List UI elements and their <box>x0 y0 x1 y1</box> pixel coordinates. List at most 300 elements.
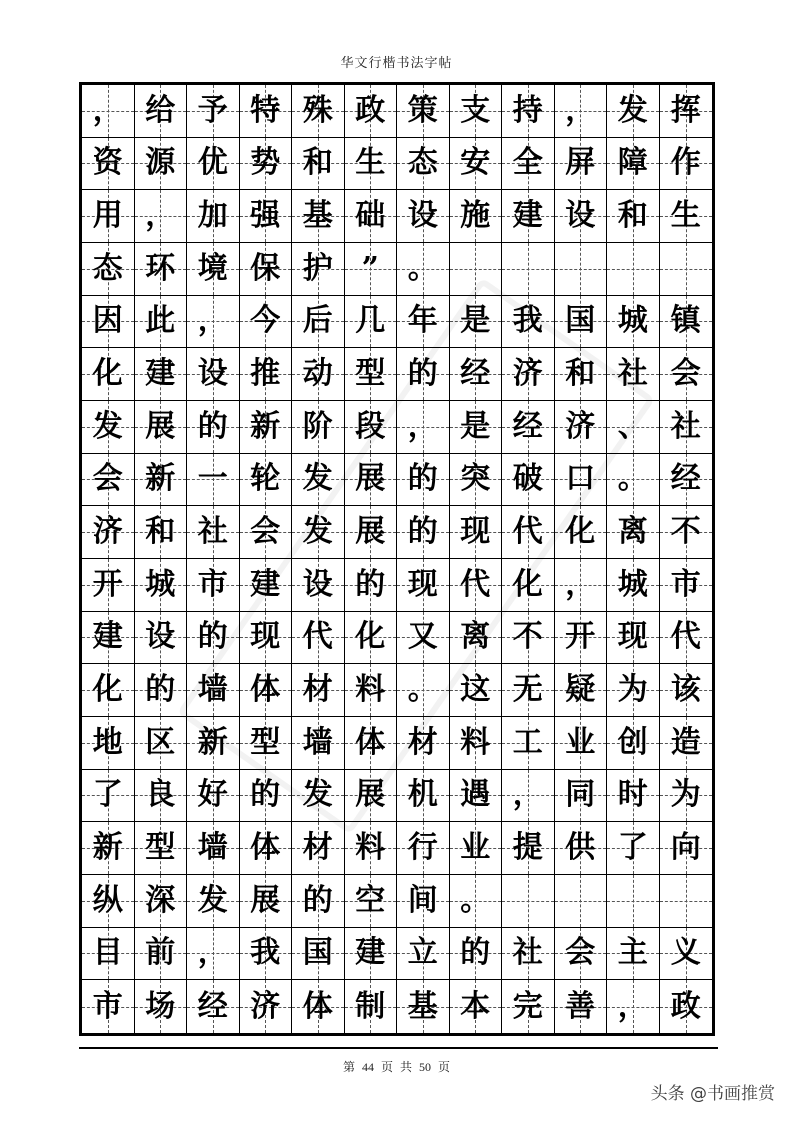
grid-character: 经 <box>670 461 701 497</box>
grid-character: 制 <box>355 988 386 1024</box>
grid-character: 的 <box>460 935 491 971</box>
grid-character: 体 <box>355 724 386 760</box>
grid-cell <box>502 770 555 823</box>
grid-cell <box>555 980 608 1033</box>
grid-cell <box>555 138 608 191</box>
grid-cell <box>292 664 345 717</box>
grid-character: 社 <box>512 935 543 971</box>
grid-cell <box>607 401 660 454</box>
grid-cell <box>187 138 240 191</box>
grid-cell <box>397 506 450 559</box>
grid-cell <box>292 296 345 349</box>
grid-character: 发 <box>302 514 333 550</box>
grid-cell <box>502 296 555 349</box>
grid-character: 一 <box>197 461 228 497</box>
grid-character: 的 <box>407 514 438 550</box>
grid-cell <box>292 190 345 243</box>
grid-character: 生 <box>670 198 701 234</box>
grid-cell <box>135 822 188 875</box>
grid-cell <box>240 296 293 349</box>
grid-cell <box>450 401 503 454</box>
grid-character: 好 <box>197 777 228 813</box>
grid-cell <box>607 928 660 981</box>
grid-cell <box>187 190 240 243</box>
grid-character: 为 <box>617 672 648 708</box>
grid-character: 墙 <box>197 830 228 866</box>
grid-cell <box>345 454 398 507</box>
grid-cell <box>660 243 713 296</box>
grid-cell <box>187 612 240 665</box>
grid-character: 发 <box>92 408 123 444</box>
grid-character: 墙 <box>197 672 228 708</box>
grid-character: 几 <box>355 303 386 339</box>
grid-character: 是 <box>460 303 491 339</box>
grid-cell <box>345 559 398 612</box>
grid-cell <box>82 348 135 401</box>
grid-cell <box>187 770 240 823</box>
grid-character: 破 <box>512 461 543 497</box>
grid-character: 义 <box>670 935 701 971</box>
grid-cell <box>555 770 608 823</box>
grid-character: 经 <box>460 356 491 392</box>
grid-character: 材 <box>407 724 438 760</box>
grid-cell <box>450 506 503 559</box>
grid-cell <box>187 559 240 612</box>
grid-character: 经 <box>512 408 543 444</box>
grid-cell <box>397 822 450 875</box>
grid-cell <box>607 506 660 559</box>
grid-cell <box>240 928 293 981</box>
grid-character: 全 <box>512 145 543 181</box>
grid-cell <box>397 980 450 1033</box>
grid-character: 机 <box>407 777 438 813</box>
grid-character: ， <box>92 92 123 128</box>
grid-cell <box>555 928 608 981</box>
grid-character: 立 <box>407 935 438 971</box>
grid-character: 作 <box>670 145 701 181</box>
grid-character: 业 <box>565 724 596 760</box>
grid-cell <box>187 454 240 507</box>
grid-cell <box>555 664 608 717</box>
grid-character: 保 <box>250 250 281 286</box>
grid-character: ， <box>145 198 176 234</box>
source-credit: 头条 @书画推赏 <box>650 1084 775 1104</box>
grid-character: 济 <box>512 356 543 392</box>
grid-character: ” <box>361 250 379 286</box>
grid-character: 优 <box>197 145 228 181</box>
grid-cell <box>292 822 345 875</box>
grid-cell <box>502 612 555 665</box>
grid-character: ， <box>197 303 228 339</box>
grid-character: 社 <box>617 356 648 392</box>
grid-cell <box>397 770 450 823</box>
grid-character: 会 <box>92 461 123 497</box>
grid-character: 突 <box>460 461 491 497</box>
grid-character: 会 <box>565 935 596 971</box>
grid-character: 经 <box>197 988 228 1024</box>
grid-character: 持 <box>512 92 543 128</box>
grid-character: 济 <box>92 514 123 550</box>
grid-cell <box>397 875 450 928</box>
grid-cell <box>555 190 608 243</box>
grid-cell <box>502 506 555 559</box>
grid-cell <box>345 928 398 981</box>
grid-character: ， <box>197 935 228 971</box>
grid-cell <box>397 401 450 454</box>
grid-cell <box>292 559 345 612</box>
grid-character: 。 <box>617 461 648 497</box>
grid-cell <box>555 559 608 612</box>
grid-character: 场 <box>145 988 176 1024</box>
grid-cell <box>607 454 660 507</box>
grid-cell <box>187 822 240 875</box>
grid-cell <box>397 138 450 191</box>
grid-character: 今 <box>250 303 281 339</box>
grid-character: 了 <box>92 777 123 813</box>
grid-cell <box>135 348 188 401</box>
grid-cell <box>135 243 188 296</box>
grid-cell <box>82 243 135 296</box>
grid-cell <box>555 454 608 507</box>
grid-cell <box>555 506 608 559</box>
grid-cell <box>82 401 135 454</box>
grid-cell <box>187 717 240 770</box>
grid-cell <box>292 612 345 665</box>
grid-character: 的 <box>250 777 281 813</box>
grid-character: 设 <box>407 198 438 234</box>
grid-cell <box>135 190 188 243</box>
grid-cell <box>240 85 293 138</box>
grid-cell <box>240 190 293 243</box>
grid-cell <box>187 980 240 1033</box>
grid-character: 型 <box>355 356 386 392</box>
grid-cell <box>660 454 713 507</box>
grid-cell <box>660 296 713 349</box>
grid-character: 阶 <box>302 408 333 444</box>
grid-cell <box>450 822 503 875</box>
grid-cell <box>187 85 240 138</box>
grid-character: 给 <box>145 92 176 128</box>
grid-character: 发 <box>302 777 333 813</box>
grid-cell <box>187 401 240 454</box>
grid-character: 深 <box>145 882 176 918</box>
grid-cell <box>82 138 135 191</box>
grid-character: 代 <box>460 566 491 602</box>
grid-cell <box>450 717 503 770</box>
grid-cell <box>292 980 345 1033</box>
grid-character: 强 <box>250 198 281 234</box>
grid-character: 体 <box>250 672 281 708</box>
grid-cell <box>135 454 188 507</box>
grid-cell <box>397 190 450 243</box>
grid-cell <box>502 348 555 401</box>
grid-character: 行 <box>407 830 438 866</box>
grid-cell <box>240 559 293 612</box>
grid-cell <box>135 559 188 612</box>
grid-character: 社 <box>197 514 228 550</box>
grid-character: 和 <box>617 198 648 234</box>
grid-character: 向 <box>670 830 701 866</box>
grid-character: 本 <box>460 988 491 1024</box>
grid-cell <box>450 85 503 138</box>
grid-cell <box>187 296 240 349</box>
grid-cell <box>607 664 660 717</box>
grid-cell <box>345 506 398 559</box>
grid-cell <box>450 138 503 191</box>
grid-character: 市 <box>197 566 228 602</box>
grid-character: 开 <box>92 566 123 602</box>
grid-character: 完 <box>512 988 543 1024</box>
grid-cell <box>502 928 555 981</box>
grid-cell <box>555 822 608 875</box>
grid-character: 加 <box>197 198 228 234</box>
grid-cell <box>345 401 398 454</box>
grid-character: 策 <box>407 92 438 128</box>
grid-cell <box>135 85 188 138</box>
grid-cell <box>660 190 713 243</box>
grid-character: 政 <box>670 988 701 1024</box>
grid-cell <box>502 822 555 875</box>
grid-character: 的 <box>355 566 386 602</box>
grid-cell <box>555 875 608 928</box>
grid-character: 良 <box>145 777 176 813</box>
grid-cell <box>450 190 503 243</box>
grid-cell <box>607 190 660 243</box>
grid-character: ， <box>565 566 596 602</box>
grid-character: 业 <box>460 830 491 866</box>
grid-cell <box>607 348 660 401</box>
grid-character: 墙 <box>302 724 333 760</box>
grid-cell <box>555 612 608 665</box>
grid-character: 材 <box>302 672 333 708</box>
grid-cell <box>187 348 240 401</box>
grid-cell <box>607 612 660 665</box>
grid-character: 会 <box>670 356 701 392</box>
grid-cell <box>450 928 503 981</box>
grid-cell <box>397 243 450 296</box>
grid-cell <box>397 348 450 401</box>
grid-character: 创 <box>617 724 648 760</box>
grid-character: 目 <box>92 935 123 971</box>
grid-cell <box>607 243 660 296</box>
grid-character: 是 <box>460 408 491 444</box>
grid-cell <box>660 85 713 138</box>
grid-character: 市 <box>92 988 123 1024</box>
grid-cell <box>607 559 660 612</box>
grid-cell <box>345 190 398 243</box>
grid-character: 化 <box>92 356 123 392</box>
grid-cell <box>240 717 293 770</box>
grid-cell <box>555 85 608 138</box>
grid-character: 化 <box>565 514 596 550</box>
grid-character: 又 <box>407 619 438 655</box>
grid-cell <box>660 506 713 559</box>
grid-character: 发 <box>197 882 228 918</box>
grid-character: 展 <box>250 882 281 918</box>
grid-character: 口 <box>565 461 596 497</box>
grid-character: 和 <box>145 514 176 550</box>
grid-character: 城 <box>617 566 648 602</box>
grid-cell <box>292 454 345 507</box>
grid-character: 和 <box>565 356 596 392</box>
grid-character: 我 <box>512 303 543 339</box>
grid-character: 建 <box>145 356 176 392</box>
grid-character: 展 <box>355 514 386 550</box>
grid-character: 的 <box>197 408 228 444</box>
grid-cell <box>240 506 293 559</box>
grid-cell <box>292 506 345 559</box>
grid-cell <box>292 875 345 928</box>
grid-cell <box>660 717 713 770</box>
grid-character: 新 <box>145 461 176 497</box>
grid-cell <box>240 612 293 665</box>
grid-character: 的 <box>302 882 333 918</box>
grid-character: 济 <box>565 408 596 444</box>
grid-character: 态 <box>92 250 123 286</box>
grid-cell <box>82 822 135 875</box>
grid-cell <box>450 454 503 507</box>
grid-cell <box>450 664 503 717</box>
grid-character: 。 <box>407 672 438 708</box>
grid-character: 环 <box>145 250 176 286</box>
grid-character: 为 <box>670 777 701 813</box>
grid-character: 化 <box>92 672 123 708</box>
grid-cell <box>397 717 450 770</box>
grid-character: 支 <box>460 92 491 128</box>
grid-character: 不 <box>670 514 701 550</box>
grid-cell <box>660 559 713 612</box>
grid-character: 离 <box>617 514 648 550</box>
grid-cell <box>135 138 188 191</box>
grid-character: 料 <box>355 830 386 866</box>
grid-cell <box>397 612 450 665</box>
grid-character: 国 <box>302 935 333 971</box>
grid-cell <box>135 401 188 454</box>
grid-character: 因 <box>92 303 123 339</box>
grid-cell <box>240 243 293 296</box>
grid-character: 体 <box>250 830 281 866</box>
grid-cell <box>240 875 293 928</box>
grid-character: 。 <box>460 882 491 918</box>
grid-character: 的 <box>145 672 176 708</box>
grid-character: 料 <box>460 724 491 760</box>
grid-character: 础 <box>355 198 386 234</box>
grid-character: 特 <box>250 92 281 128</box>
grid-character: 城 <box>617 303 648 339</box>
grid-cell <box>240 401 293 454</box>
grid-character: 社 <box>670 408 701 444</box>
grid-character: 源 <box>145 145 176 181</box>
grid-character: 主 <box>617 935 648 971</box>
grid-cell <box>240 822 293 875</box>
grid-character: 的 <box>407 356 438 392</box>
grid-cell <box>135 717 188 770</box>
grid-cell <box>240 664 293 717</box>
grid-cell <box>345 875 398 928</box>
grid-character: 化 <box>512 566 543 602</box>
grid-cell <box>555 401 608 454</box>
grid-cell <box>82 612 135 665</box>
grid-character: 设 <box>565 198 596 234</box>
grid-character: 现 <box>460 514 491 550</box>
grid-character: 开 <box>565 619 596 655</box>
grid-cell <box>660 612 713 665</box>
grid-cell <box>607 717 660 770</box>
grid-cell <box>135 506 188 559</box>
grid-character: 现 <box>407 566 438 602</box>
grid-character: 型 <box>250 724 281 760</box>
grid-character: 化 <box>355 619 386 655</box>
grid-character: 善 <box>565 988 596 1024</box>
grid-cell <box>82 664 135 717</box>
grid-cell <box>502 717 555 770</box>
grid-character: 障 <box>617 145 648 181</box>
grid-character: 前 <box>145 935 176 971</box>
grid-character: 型 <box>145 830 176 866</box>
grid-cell <box>82 190 135 243</box>
grid-character: 代 <box>302 619 333 655</box>
grid-character: 地 <box>92 724 123 760</box>
grid-cell <box>135 664 188 717</box>
grid-cell <box>240 138 293 191</box>
grid-cell <box>292 928 345 981</box>
grid-cell <box>555 296 608 349</box>
grid-cell <box>82 85 135 138</box>
grid-character: 护 <box>302 250 333 286</box>
grid-cell <box>240 770 293 823</box>
grid-character: 区 <box>145 724 176 760</box>
grid-cell <box>345 822 398 875</box>
grid-cell <box>345 348 398 401</box>
grid-cell <box>345 612 398 665</box>
grid-cell <box>502 664 555 717</box>
grid-character: 势 <box>250 145 281 181</box>
grid-character: 体 <box>302 988 333 1024</box>
grid-cell <box>345 138 398 191</box>
grid-character: 不 <box>512 619 543 655</box>
grid-cell <box>135 770 188 823</box>
grid-character: 该 <box>670 672 701 708</box>
calligraphy-practice-grid <box>79 82 715 1036</box>
grid-character: 建 <box>355 935 386 971</box>
grid-cell <box>502 401 555 454</box>
grid-cell <box>187 875 240 928</box>
grid-character: 间 <box>407 882 438 918</box>
grid-character: 资 <box>92 145 123 181</box>
grid-cell <box>660 875 713 928</box>
grid-character: 材 <box>302 830 333 866</box>
grid-character: 挥 <box>670 92 701 128</box>
grid-character: 展 <box>145 408 176 444</box>
grid-character: 生 <box>355 145 386 181</box>
grid-cell <box>292 717 345 770</box>
grid-cell <box>397 454 450 507</box>
grid-cell <box>135 296 188 349</box>
grid-character: 镇 <box>670 303 701 339</box>
grid-cell <box>292 770 345 823</box>
grid-cell <box>292 401 345 454</box>
grid-character: 殊 <box>302 92 333 128</box>
grid-cell <box>82 296 135 349</box>
grid-character: 城 <box>145 566 176 602</box>
grid-cell <box>607 822 660 875</box>
grid-character: 现 <box>617 619 648 655</box>
grid-cell <box>607 980 660 1033</box>
grid-cell <box>187 664 240 717</box>
grid-character: 的 <box>197 619 228 655</box>
grid-cell <box>397 559 450 612</box>
grid-character: 政 <box>355 92 386 128</box>
